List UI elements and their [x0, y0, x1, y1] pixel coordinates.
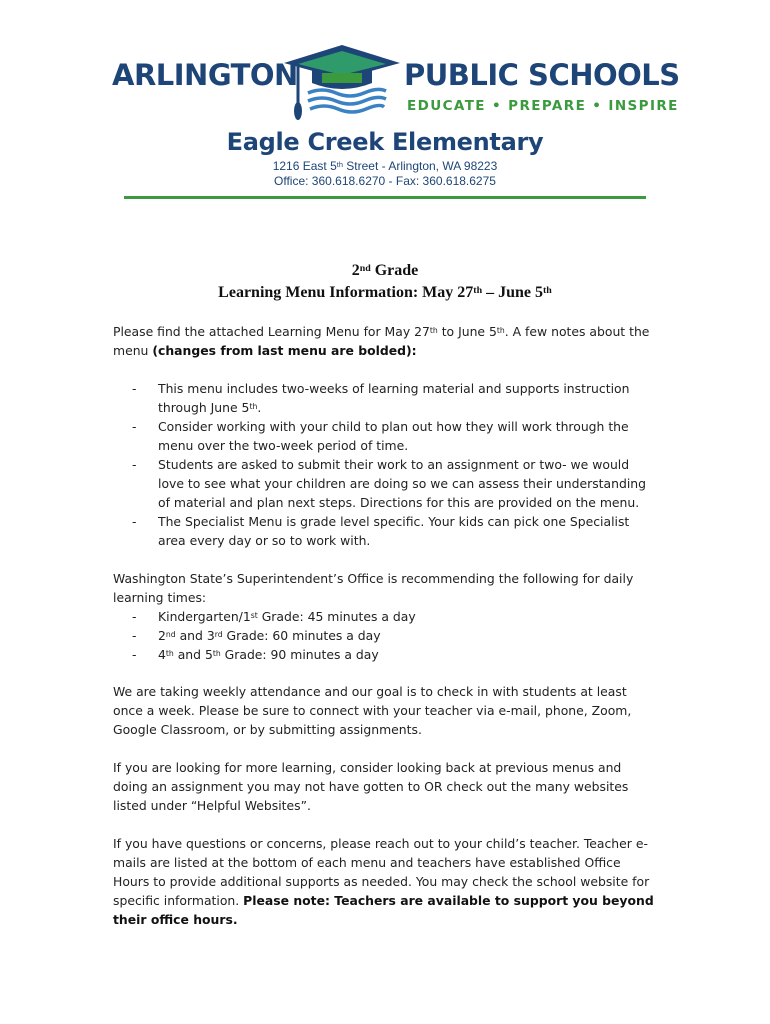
brand-tagline: EDUCATE • PREPARE • INSPIRE [407, 98, 679, 114]
list-item: - 2nd and 3rd Grade: 60 minutes a day [132, 628, 381, 643]
list-item: - 4th and 5th Grade: 90 minutes a day [132, 647, 379, 662]
list-item: - The Specialist Menu is grade level specific. Your kids can pick one Specialist area every day or so to work with. [132, 514, 630, 548]
questions-paragraph: If you have questions or concerns, please reach out to your child’s teacher. Teacher e-mails are listed at the bottom of each menu and teachers have established Office Hours to provide additional supports as needed. You may check the school website for specific information. Please note: Teachers are available to support you beyond their office hours. [113, 836, 654, 927]
school-name: Eagle Creek Elementary [226, 128, 544, 156]
brand-name-right: PUBLIC SCHOOLS [404, 58, 680, 92]
learning-times-list [113, 607, 658, 664]
list-item: - Consider working with your child to plan out how they will work through the menu over the two-week period of time. [132, 419, 629, 453]
learning-times-intro: Washington State’s Superintendent’s Office is recommending the following for daily learning times: [113, 571, 634, 605]
more-learning-paragraph: If you are looking for more learning, consider looking back at previous menus and doing an assignment you may not have gotten to OR check out the many websites listed under “Helpful Websites”. [113, 760, 629, 813]
graduation-cap-logo-icon [282, 43, 402, 123]
letterhead [0, 40, 770, 120]
document-title-grade: 2nd Grade [351, 262, 419, 279]
school-phone: Office: 360.618.6270 - Fax: 360.618.6275 [274, 174, 496, 188]
intro-paragraph: Please find the attached Learning Menu for May 27th to June 5th. A few notes about the menu (changes from last menu are bolded): [113, 324, 650, 358]
attendance-paragraph: We are taking weekly attendance and our goal is to check in with students at least once a week. Please be sure to connect with your teacher via e-mail, phone, Zoom, Google Classroom, or by submitting assignments. [113, 684, 632, 737]
header-divider [124, 196, 646, 199]
list-item: - Kindergarten/1st Grade: 45 minutes a day [132, 609, 416, 624]
notes-list [113, 379, 658, 550]
document-title-dates: Learning Menu Information: May 27th – June 5th [218, 284, 552, 301]
school-address: 1216 East 5th Street - Arlington, WA 98223 [272, 159, 498, 173]
list-item: - Students are asked to submit their work to an assignment or two- we would love to see what your children are doing so we can assess their understanding of material and plan next steps. Directions for this are provided on the menu. [132, 457, 647, 510]
brand-name-left: ARLINGTON [112, 58, 298, 92]
list-item: - This menu includes two-weeks of learning material and supports instruction through June 5th. [132, 381, 630, 415]
